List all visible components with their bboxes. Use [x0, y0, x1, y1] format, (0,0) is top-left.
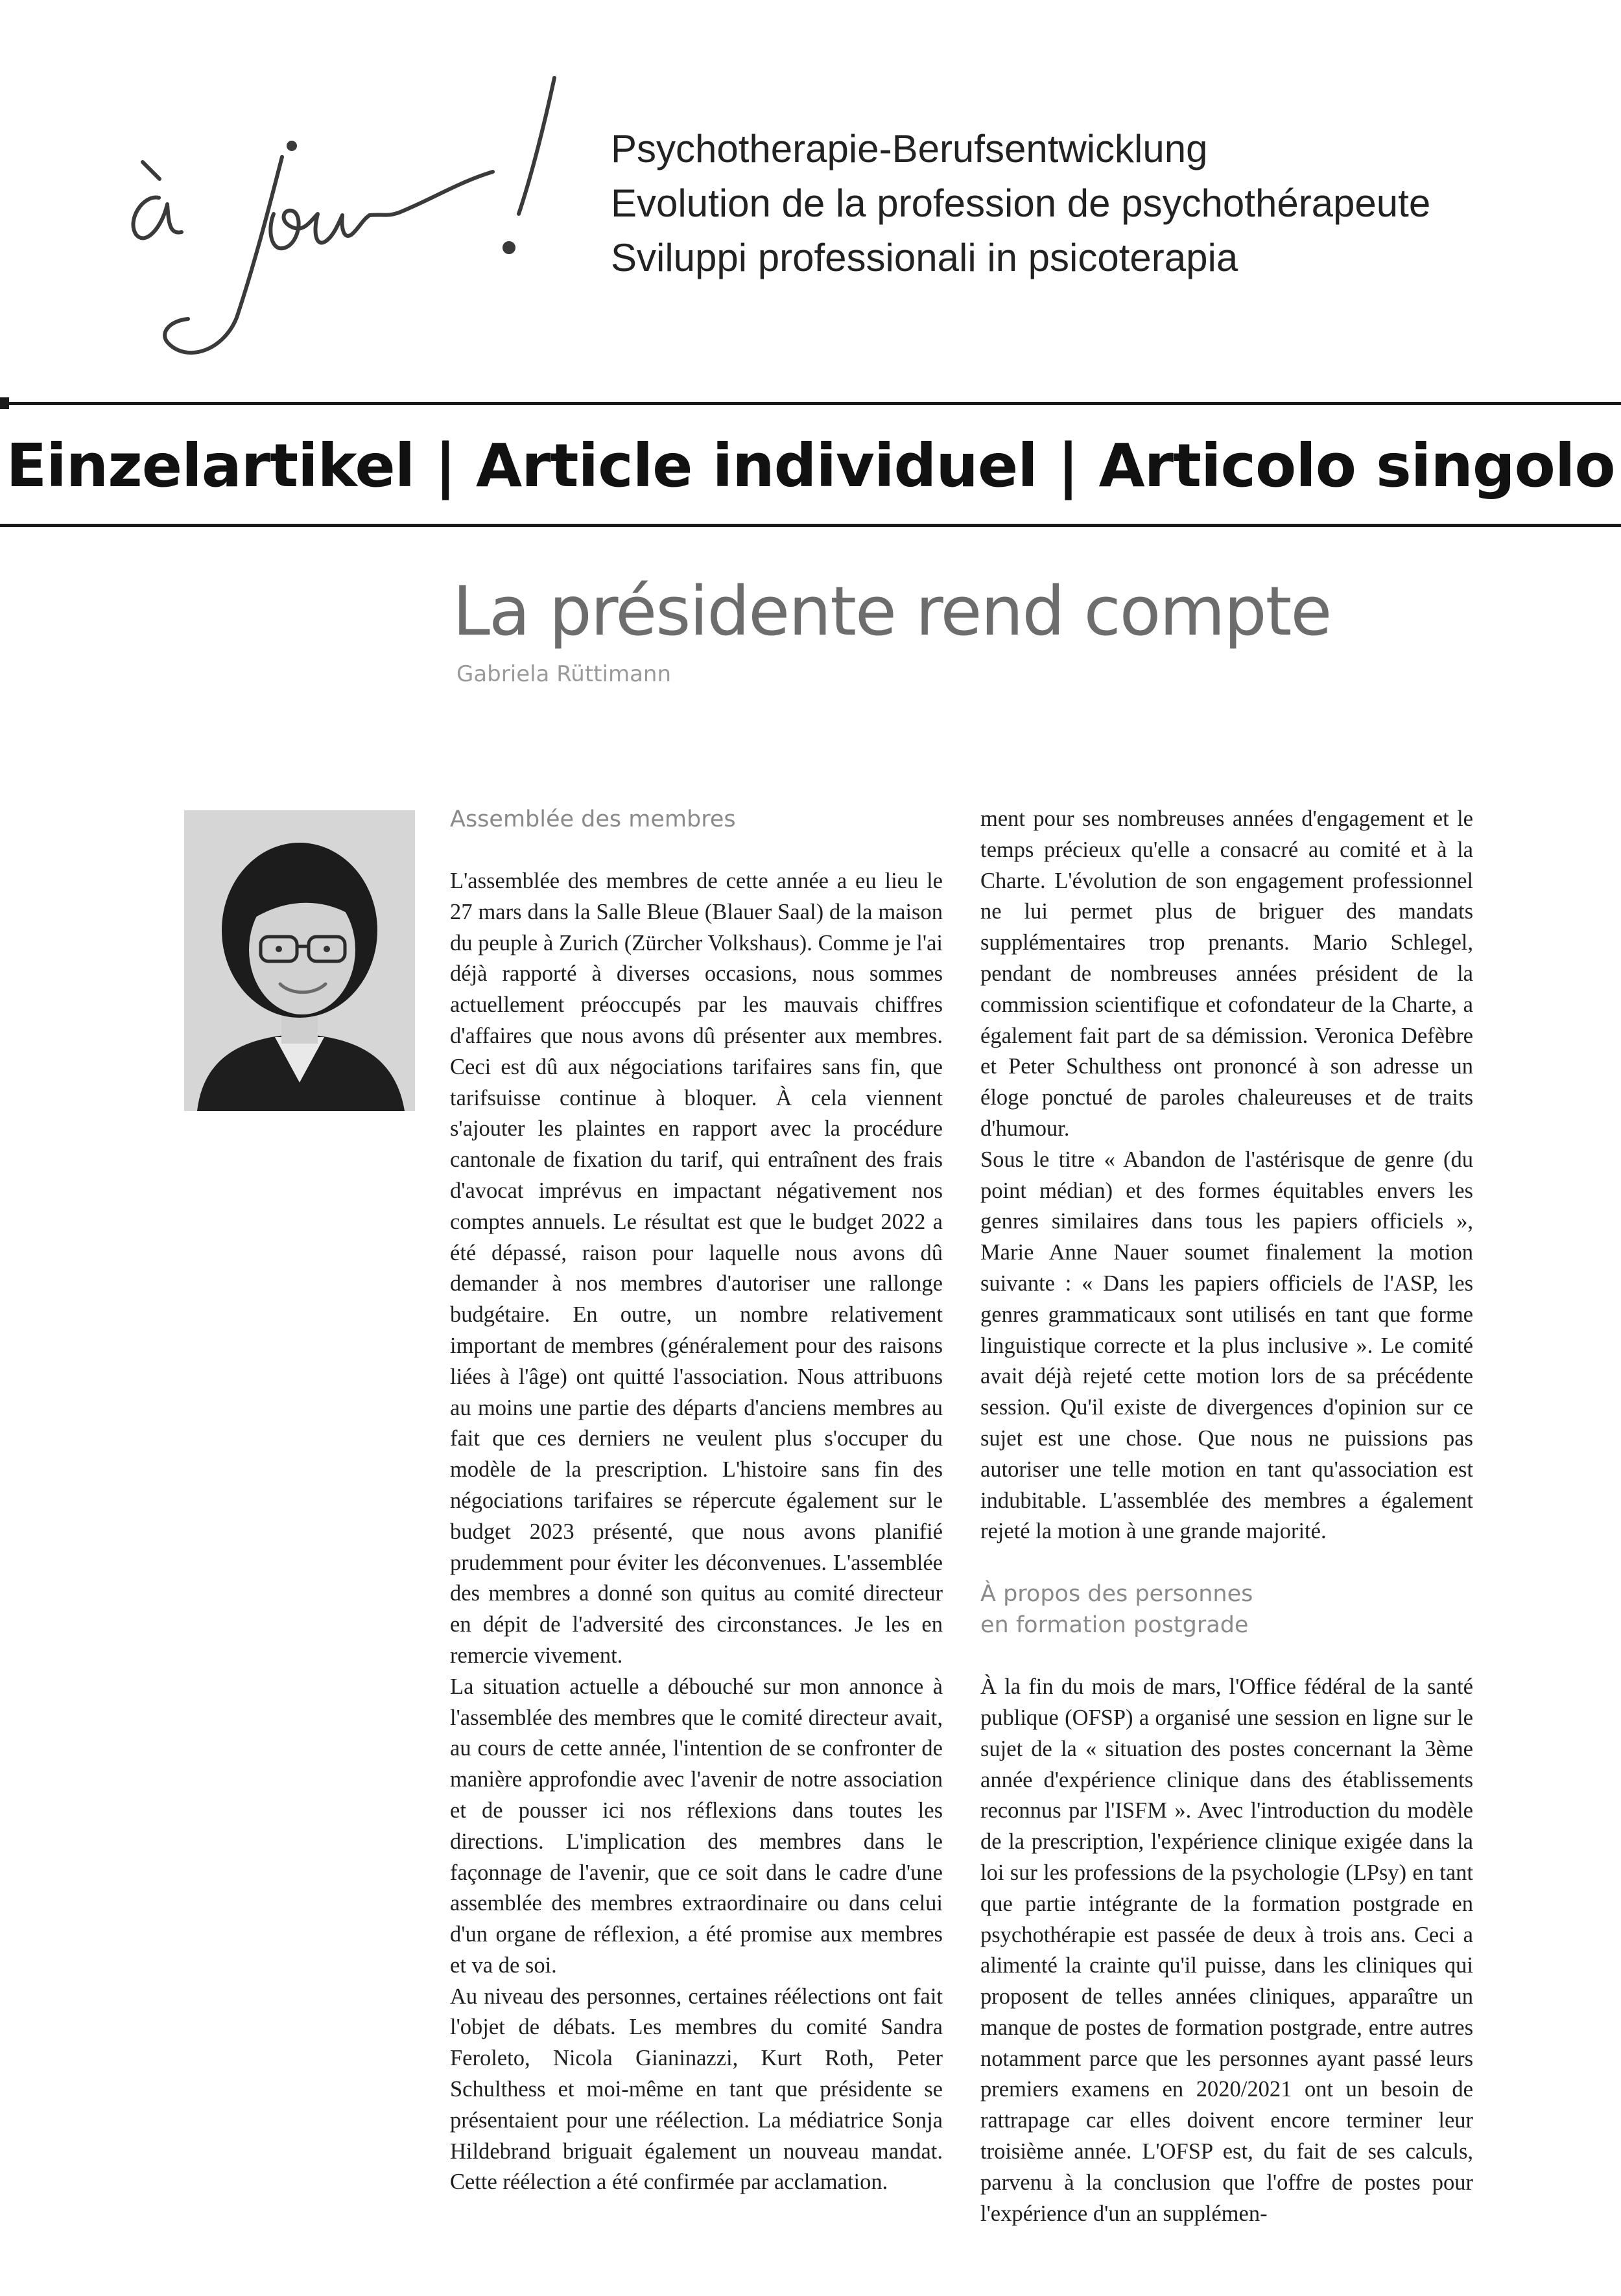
- paragraph: Au niveau des personnes, certaines réélections ont fait l'objet de débats. Les membres du comité Sandra Feroleto, Nicola Gianinazzi, Kurt Roth, Peter Schulthess et moi-même en tant que présidente se présentaient pour une réélection. La médiatrice Sonja Hildebrand briguait également un nouveau mandat. Cette réélection a été confirmée par acclamation.: [450, 1984, 943, 2195]
- author-portrait: [184, 810, 415, 1111]
- header-taglines: [611, 122, 1583, 285]
- tagline-fr: Evolution de la profession de psychothérapeute: [611, 182, 1431, 225]
- section-heading-members: Assemblée des membres: [450, 806, 736, 832]
- paragraph: ment pour ses nombreuses années d'engagement et le temps précieux qu'elle a consacré au comité et à la Charte. L'évolution de son engagement professionnel ne lui permet plus de briguer des mandats supplémentaires trop prenants. Mario Schlegel, pendant de nombreuses années président de la commission scientifique et cofondateur de la Charte, a également fait part de sa démission. Veronica Defèbre et Peter Schulthess ont prononcé à son adresse un éloge ponctué de paroles chaleureuses et de traits d'humour.: [980, 806, 1473, 1141]
- a-jour-logo: [97, 65, 564, 369]
- top-rule: [0, 402, 1621, 405]
- section-heading-postgrad: [980, 1578, 1473, 1641]
- section-heading-postgrad-line2: en formation postgrade: [980, 1612, 1249, 1639]
- section-band-title: Einzelartikel | Article individuel | Articolo singolo: [6, 430, 1615, 500]
- paragraph: À la fin du mois de mars, l'Office fédéral de la santé publique (OFSP) a organisé une session en ligne sur le sujet de la « situation des postes concernant la 3ème année d'expérience clinique dans des établissements reconnus par l'ISFM ». Avec l'introduction du modèle de la prescription, l'expérience clinique exigée dans la loi sur les professions de la psychologie (LPsy) en tant que partie intégrante de la formation postgrade en psychothérapie est passée de deux à trois ans. Ceci a alimenté la crainte qu'il puisse, dans les cliniques qui proposent de telles années cliniques, apparaître un manque de postes de formation postgrade, entre autres notamment parce que les personnes ayant passé leurs premiers examens en 2020/2021 ont un besoin de rattrapage car elles doivent encore terminer leur troisième année. L'OFSP est, du fait de ses calculs, parvenu à la conclusion que l'offre de postes pour l'expérience d'un an supplémen-: [980, 1674, 1473, 2226]
- article-author: Gabriela Rüttimann: [456, 661, 672, 687]
- tagline-de: Psychotherapie-Berufsentwicklung: [611, 127, 1208, 170]
- bottom-rule: [0, 524, 1621, 527]
- tagline-it: Sviluppi professionali in psicoterapia: [611, 236, 1238, 279]
- paragraph: Sous le titre « Abandon de l'astérisque de genre (du point médian) et des formes équitables envers les genres similaires dans tous les papiers officiels », Marie Anne Nauer soumet finalement la motion suivante : « Dans les papiers officiels de l'ASP, les genres grammaticaux sont utilisés en tant que forme linguistique correcte et la plus inclusive ». Le comité avait déjà rejeté cette motion lors de sa précédente session. Qu'il existe de divergences d'opinion sur ce sujet est une chose. Que nous ne puissions pas autoriser une telle motion en tant qu'association est indubitable. L'assemblée des membres a également rejeté la motion à une grande majorité.: [980, 1147, 1473, 1544]
- article-column-left: [450, 804, 943, 2198]
- paragraph: L'assemblée des membres de cette année a eu lieu le 27 mars dans la Salle Bleue (Blauer Saal) de la maison du peuple à Zurich (Zürcher Volkshaus). Comme je l'ai déjà rapporté à diverses occasions, nous sommes actuellement préoccupés par les mauvais chiffres d'affaires que nous avons dû présenter aux membres. Ceci est dû aux négociations tarifaires sans fin, que tarifsuisse continue à bloquer. À cela viennent s'ajouter les plaintes en rapport avec la procédure cantonale de fixation du tarif, qui entraînent des frais d'avocat imprévus en impactant négativement nos comptes annuels. Le résultat est que le budget 2022 a été dépassé, raison pour laquelle nous avons dû demander à nos membres d'autoriser une rallonge budgétaire. En outre, un nombre relativement important de membres (généralement pour des raisons liées à l'âge) ont quitté l'association. Nous attribuons au moins une partie des départs d'anciens membres au fait que ces derniers ne veulent plus s'occuper du modèle de la prescription. L'histoire sans fin des négociations tarifaires se répercute également sur le budget 2023 présenté, que nous avons planifié prudemment pour éviter les déconvenues. L'assemblée des membres a donné son quitus au comité directeur en dépit de l'adversité des circonstances. Je les en remercie vivement.: [450, 869, 943, 1668]
- paragraph: La situation actuelle a débouché sur mon annonce à l'assemblée des membres que le comité directeur avait, au cours de cette année, l'intention de se confronter de manière approfondie avec l'avenir de notre association et de pousser ici nos réflexions dans toutes les directions. L'implication des membres dans le façonnage de l'avenir, que ce soit dans le cadre d'une assemblée des membres extraordinaire ou dans celui d'un organe de réflexion, a été promise aux membres et va de soi.: [450, 1674, 943, 1978]
- article-title: La présidente rend compte: [453, 572, 1331, 651]
- article-column-right: [980, 804, 1473, 2229]
- section-heading-postgrad-line1: À propos des personnes: [980, 1581, 1253, 1608]
